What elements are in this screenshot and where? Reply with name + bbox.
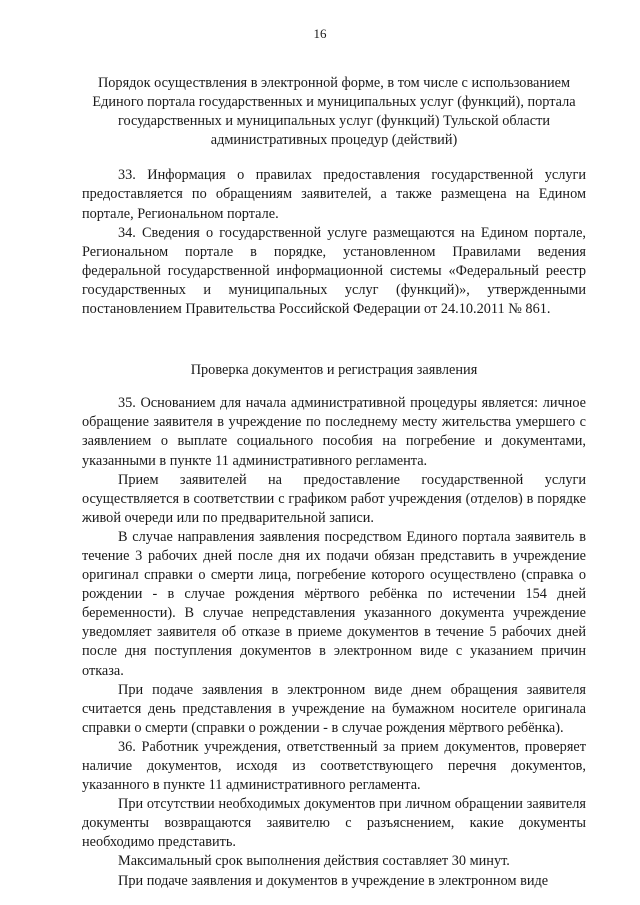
paragraph-34: 34. Сведения о государственной услуге размещаются на Едином портале, Региональном портале в порядке, установленном Правилами ведения федеральной государственной информационной системы «Федеральный реестр государственных и муниципальных услуг (функций)», утвержденными постановлением Правительства Российской Федерации от 24.10.2011 № 861. (82, 224, 586, 318)
section-heading-document-check: Проверка документов и регистрация заявления (190, 362, 478, 379)
section-heading-electronic-procedures: Порядок осуществления в электронной форме, в том числе с использованием Единого портала государственных и муниципальных услуг (функций), портала государственных и муниципальных услуг (функций) Тульской области административных процедур (действий) (92, 75, 576, 149)
paragraph-36: 36. Работник учреждения, ответственный за прием документов, проверяет наличие документов, исходя из соответствующего перечня документов, указанного в пункте 11 административного регламента. (82, 738, 586, 794)
document-body (82, 74, 586, 891)
paragraph-missing-documents: При отсутствии необходимых документов при личном обращении заявителя документы возвращаются заявителю с разъяснением, какие документы необходимо представить. (82, 796, 586, 851)
paragraph-max-time: Максимальный срок выполнения действия составляет 30 минут. (118, 853, 510, 870)
paragraph-33: 33. Информация о правилах предоставления государственной услуги предоставляется по обращениям заявителей, а также размещена на Едином портале, Региональном портале. (82, 167, 586, 222)
paragraph-reception: Прием заявителей на предоставление государственной услуги осуществляется в соответствии с графиком работ учреждения (отделов) в порядке живой очереди или по предварительной записи. (82, 471, 586, 526)
paragraph-electronic-submission: При подаче заявления и документов в учреждение в электронном виде (118, 872, 549, 889)
page-number: 16 (313, 26, 327, 41)
paragraph-portal-submission: В случае направления заявления посредством Единого портала заявитель в течение 3 рабочих дней после дня их подачи обязан представить в учреждение оригинал справки о смерти лица, погребение которого осуществлено (справка о рождении - в случае рождения мёртвого ребёнка по истечении 154 дней беременности). В случае непредставления указанного документа учреждение уведомляет заявителя об отказе в приеме документов в течение 5 рабочих дней после дня поступления документов в электронном виде с указанием причин отказа. (82, 528, 586, 679)
paragraph-electronic-date: При подаче заявления в электронном виде днем обращения заявителя считается день представления в учреждение на бумажном носителе оригинала справки о смерти (справки о рождении - в случае рождения мёртвого ребёнка). (82, 681, 586, 736)
paragraph-35: 35. Основанием для начала административной процедуры является: личное обращение заявителя в учреждение по последнему месту жительства умершего с заявлением о выплате социального пособия на погребение и документами, указанными в пункте 11 административного регламента. (82, 395, 586, 469)
